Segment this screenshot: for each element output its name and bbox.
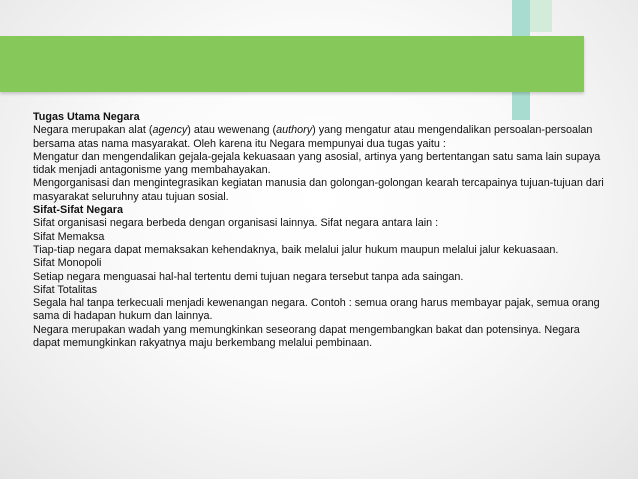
decorative-top-square [530, 0, 552, 32]
subheading-sifat-memaksa: Sifat Memaksa [33, 230, 105, 243]
paragraph-closing: Negara merupakan wadah yang memungkinkan seseorang dapat mengembangkan bakat dan potensinya. Negara dapat memungkinkan rakyatnya maju berkembang melalui pembinaan. [33, 323, 580, 350]
paragraph-sifat-memaksa: Tiap-tiap negara dapat memaksakan kehendaknya, baik melalui jalur hukum maupun melalui jalur kekuasaan. [33, 243, 559, 256]
heading-sifat-negara: Sifat-Sifat Negara [33, 204, 123, 217]
subheading-sifat-monopoli: Sifat Monopoli [33, 257, 102, 270]
paragraph-definition: Negara merupakan alat (agency) atau wewenang (authory) yang mengatur atau mengendalikan persoalan-persoalan bersama atas nama masyarakat. Oleh karena itu Negara mempunyai dua tugas yaitu : [33, 124, 593, 150]
title-banner [0, 36, 584, 92]
heading-tugas-utama: Tugas Utama Negara [33, 111, 140, 123]
paragraph-sifat-intro: Sifat organisasi negara berbeda dengan organisasi lainnya. Sifat negara antara lain : [33, 217, 439, 230]
paragraph-sifat-monopoli: Setiap negara menguasai hal-hal tertentu demi tujuan negara tersebut tanpa ada saingan. [33, 270, 464, 283]
paragraph-sifat-totalitas: Segala hal tanpa terkecuali menjadi kewenangan negara. Contoh : semua orang harus membayar pajak, semua orang sama di hadapan hukum dan lainnya. [33, 297, 600, 323]
subheading-sifat-totalitas: Sifat Totalitas [33, 283, 98, 296]
paragraph-task-2: Mengorganisasi dan mengintegrasikan kegiatan manusia dan golongan-golongan kearah tercapainya tujuan-tujuan dari masyarakat seluruhny atau tujuan sosial. [33, 177, 604, 203]
paragraph-task-1: Mengatur dan mengendalikan gejala-gejala kekuasaan yang asosial, artinya yang bertentangan satu sama lain supaya tidak menjadi antagonisme yang membahayakan. [33, 150, 601, 177]
slide-body [33, 111, 608, 350]
